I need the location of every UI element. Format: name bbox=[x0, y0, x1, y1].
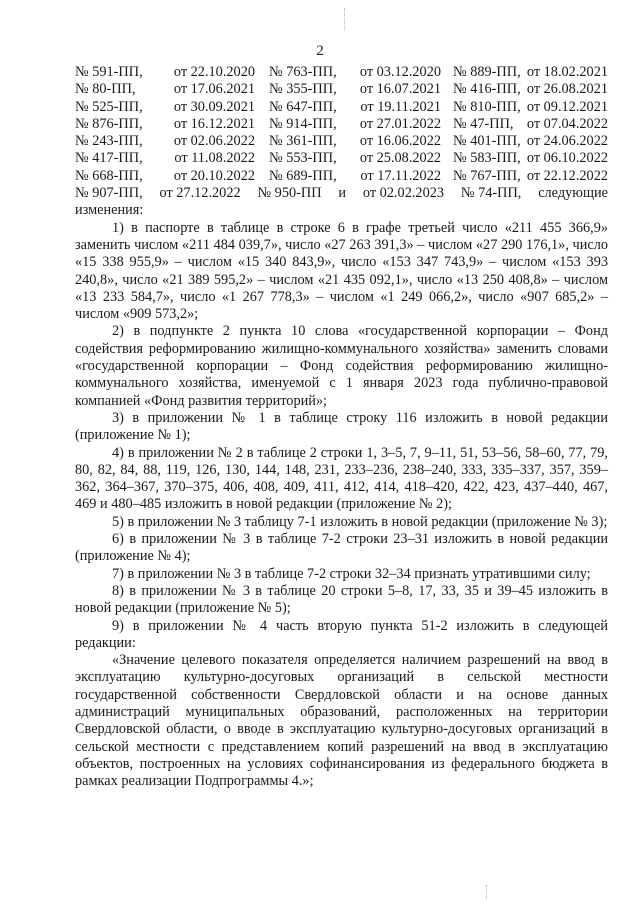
scan-mark bbox=[344, 8, 346, 30]
ref-number: № 950-ПП bbox=[257, 185, 322, 202]
references-row bbox=[75, 64, 608, 81]
ref-date: от 30.09.2021 bbox=[173, 98, 255, 115]
references-table bbox=[75, 64, 608, 185]
references-row bbox=[75, 150, 608, 167]
ref-date: от 16.12.2021 bbox=[173, 115, 255, 132]
ref-date: от 22.10.2020 bbox=[173, 64, 255, 80]
paragraph-item-4: 4) в приложении № 2 в таблице 2 строки 1, 3–5, 7, 9–11, 51, 53–56, 58–60, 77, 79, 80, 82, 84, 88, 119, 126, 130, 144, 148, 231, 233–236, 238–240, 333, 335–337, 357, 359–362, 364–367, 370–375, 406, 408, 409, 411, 412, 414, 418–420, 422, 423, 437–440, 467, 469 и 480–485 изложить в новой редакции (приложение № 2); bbox=[75, 444, 608, 513]
ref-date: от 06.10.2022 bbox=[526, 150, 608, 167]
ref-date: от 26.08.2021 bbox=[526, 81, 608, 98]
ref-date: от 16.06.2022 bbox=[359, 133, 441, 150]
ref-number: № 668-ПП, bbox=[75, 167, 143, 184]
ref-number: № 80-ПП, bbox=[75, 81, 136, 98]
references-last-line bbox=[75, 185, 608, 202]
ref-number: № 810-ПП, bbox=[453, 98, 521, 115]
ref-number: № 763-ПП, bbox=[269, 64, 337, 80]
references-row bbox=[75, 133, 608, 150]
document-body bbox=[75, 64, 608, 790]
ref-number: № 583-ПП, bbox=[453, 150, 521, 167]
ref-conjunction: и bbox=[338, 185, 347, 202]
ref-date: от 03.12.2020 bbox=[359, 64, 441, 80]
references-row bbox=[75, 116, 608, 133]
ref-following: следующие bbox=[538, 185, 608, 202]
ref-number: № 243-ПП, bbox=[75, 133, 143, 150]
ref-date: от 09.12.2021 bbox=[526, 98, 608, 115]
ref-number: № 416-ПП, bbox=[453, 81, 521, 98]
ref-number: № 767-ПП, bbox=[453, 167, 521, 184]
paragraph-item-1: 1) в паспорте в таблице в строке 6 в графе третьей число «211 455 366,9» заменить числом «211 484 039,7», число «27 263 391,3» – числом «27 290 176,1», число «15 338 955,9» – числом «15 340 843,9», число «153 347 743,9» – числом «153 393 240,8», число «21 389 595,2» – числом «21 435 092,1», число «13 250 408,8» – числом «13 233 584,7», число «1 267 778,3» – числом «1 249 066,2», число «907 685,2» – числом «909 573,2»; bbox=[75, 219, 608, 323]
paragraph-item-8: 8) в приложении № 3 в таблице 20 строки 5–8, 17, 33, 35 и 39–45 изложить в новой редакции (приложение № 5); bbox=[75, 582, 608, 617]
ref-date: от 17.11.2022 bbox=[360, 167, 441, 184]
references-tail: изменения: bbox=[75, 202, 144, 219]
ref-number: № 876-ПП, bbox=[75, 115, 143, 132]
ref-date: от 02.02.2023 bbox=[362, 185, 445, 202]
ref-date: от 18.02.2021 bbox=[526, 64, 608, 80]
references-row bbox=[75, 99, 608, 116]
ref-date: от 27.12.2022 bbox=[159, 185, 241, 202]
paragraph-item-6: 6) в приложении № 3 в таблице 7-2 строки 23–31 изложить в новой редакции (приложение № 4); bbox=[75, 531, 608, 565]
ref-number: № 74-ПП, bbox=[460, 185, 522, 202]
ref-number: № 47-ПП, bbox=[453, 115, 514, 132]
references-row bbox=[75, 168, 608, 185]
quoted-paragraph: «Значение целевого показателя определяется наличием разрешений на ввод в эксплуатацию культурно-досуговых организаций в сельской местности государственной собственности Свердловской области и на основе данных администраций муниципальных образований, расположенных на территории Свердловской области, о вводе в эксплуатацию культурно-досуговых организаций в сельской местности с представлением копий разрешений на ввод в эксплуатацию объектов, построенных на условиях софинансирования из федерального бюджета в рамках реализации Подпрограммы 4.»; bbox=[75, 652, 608, 790]
ref-date: от 25.08.2022 bbox=[359, 150, 441, 167]
ref-number: № 907-ПП, bbox=[75, 185, 143, 202]
ref-number: № 553-ПП, bbox=[269, 150, 337, 167]
ref-number: № 417-ПП, bbox=[75, 150, 143, 167]
ref-date: от 22.12.2022 bbox=[526, 167, 608, 184]
references-row bbox=[75, 81, 608, 98]
page-number: 2 bbox=[316, 43, 324, 59]
ref-number: № 401-ПП, bbox=[453, 133, 521, 150]
paragraph-item-9: 9) в приложении № 4 часть вторую пункта 51-2 изложить в следующей редакции: bbox=[75, 617, 608, 651]
ref-date: от 07.04.2022 bbox=[526, 115, 608, 132]
ref-number: № 889-ПП, bbox=[453, 64, 521, 80]
ref-date: от 11.08.2022 bbox=[174, 150, 255, 167]
ref-date: от 19.11.2021 bbox=[360, 98, 441, 115]
ref-number: № 355-ПП, bbox=[269, 81, 337, 98]
ref-date: от 02.06.2022 bbox=[173, 133, 255, 150]
ref-number: № 647-ПП, bbox=[269, 98, 337, 115]
ref-date: от 20.10.2022 bbox=[173, 167, 255, 184]
ref-number: № 689-ПП, bbox=[269, 167, 337, 184]
ref-date: от 16.07.2021 bbox=[359, 81, 441, 98]
ref-number: № 525-ПП, bbox=[75, 98, 143, 115]
ref-date: от 24.06.2022 bbox=[526, 133, 608, 150]
ref-date: от 27.01.2022 bbox=[359, 115, 441, 132]
ref-number: № 591-ПП, bbox=[75, 64, 143, 80]
scan-mark bbox=[486, 885, 488, 899]
ref-date: от 17.06.2021 bbox=[173, 81, 255, 98]
paragraph-item-3: 3) в приложении № 1 в таблице строку 116 изложить в новой редакции (приложение № 1); bbox=[75, 409, 608, 444]
paragraph-item-5: 5) в приложении № 3 таблицу 7-1 изложить в новой редакции (приложение № 3); bbox=[112, 513, 608, 530]
paragraph-item-2: 2) в подпункте 2 пункта 10 слова «государственной корпорации – Фонд содействия реформированию жилищно-коммунального хозяйства» заменить словами «государственной корпорации – Фонд содействия реформированию жилищно-коммунального хозяйства, именуемой с 1 января 2023 года публично-правовой компанией «Фонд развития территорий»; bbox=[75, 323, 608, 409]
ref-number: № 361-ПП, bbox=[269, 133, 337, 150]
paragraph-item-7: 7) в приложении № 3 в таблице 7-2 строки 32–34 признать утратившими силу; bbox=[112, 565, 591, 582]
ref-number: № 914-ПП, bbox=[269, 115, 337, 132]
